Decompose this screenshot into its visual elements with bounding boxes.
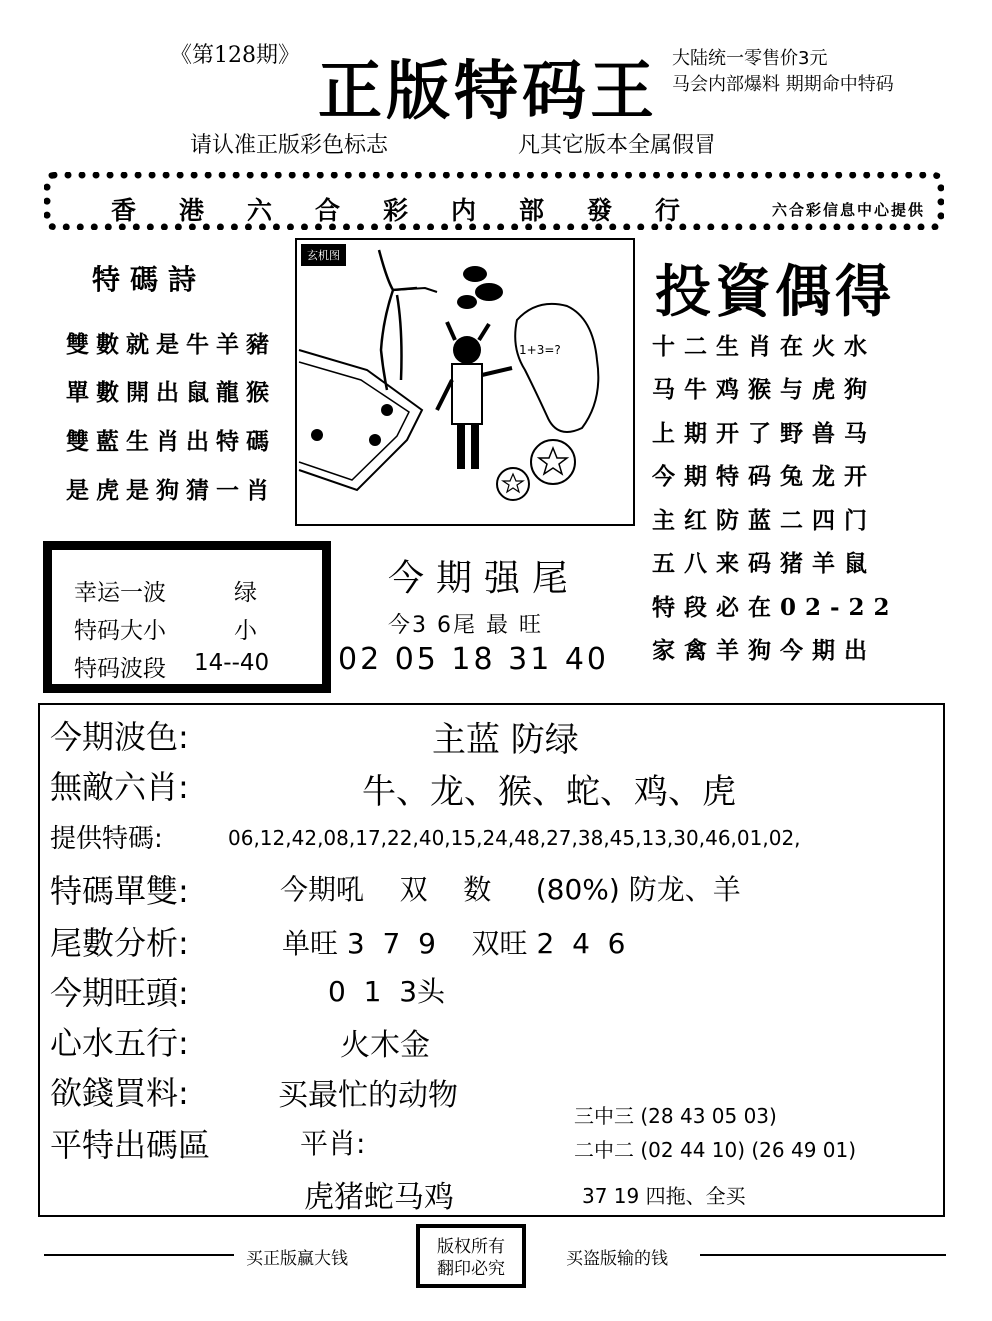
odd-even-label: 特碼單雙:	[50, 872, 189, 910]
invest-title: 投資偶得	[655, 260, 895, 325]
drag-line: 37 19 四拖、全买	[582, 1184, 746, 1208]
invest-line: 十二生肖在火水	[652, 333, 876, 360]
provide-label: 提供特碼:	[50, 824, 163, 854]
lucky-wave-label: 幸运一波	[74, 580, 166, 606]
six-zodiac-label: 無敵六肖:	[50, 768, 189, 806]
size-label: 特码大小	[74, 618, 166, 644]
copyright-line-1: 版权所有	[437, 1237, 505, 1257]
flat-sub-label: 平肖:	[300, 1127, 366, 1160]
poem-line: 雙藍生肖出特碼	[66, 428, 276, 455]
riddle-illustration	[295, 238, 635, 526]
authentic-notice: 请认准正版彩色标志	[190, 133, 389, 158]
footer-left-rule	[44, 1254, 234, 1256]
footer-right-rule	[700, 1254, 946, 1256]
five-elements-label: 心水五行:	[50, 1024, 189, 1062]
tail-analysis-label: 尾數分析:	[50, 924, 189, 962]
copyright-box	[416, 1224, 526, 1288]
invest-line: 主红防蓝二四门	[652, 507, 876, 534]
buy-value: 买最忙的动物	[278, 1078, 458, 1113]
flat-zodiac-value: 虎猪蛇马鸡	[304, 1180, 454, 1215]
riddle-drawing	[297, 240, 633, 524]
banner-source: 六合彩信息中心提供	[771, 201, 925, 219]
two-hit-line: 二中二 (02 44 10) (26 49 01)	[574, 1138, 857, 1162]
invest-line: 五八来码猪羊鼠	[652, 550, 876, 577]
price-line-2: 马会内部爆料 期期命中特码	[672, 74, 894, 95]
poem-line: 雙數就是牛羊豬	[66, 331, 276, 358]
rock-riddle-text: 1+3=?	[519, 343, 561, 357]
buy-label: 欲錢買料:	[50, 1074, 189, 1112]
invest-line: 今期特码兔龙开	[652, 463, 876, 490]
invest-line: 特段必在02-22	[652, 594, 899, 621]
color-value: 主蓝 防绿	[432, 720, 579, 760]
illustration-tag: 玄机图	[301, 244, 346, 266]
footer-left-text: 买正版赢大钱	[246, 1249, 348, 1269]
flat-zone-label: 平特出碼區	[50, 1126, 211, 1164]
invest-line: 马牛鸡猴与虎狗	[652, 376, 876, 403]
poem-title: 特碼詩	[92, 263, 207, 296]
band-label: 特码波段	[74, 656, 166, 682]
poem-line: 單數開出鼠龍猴	[66, 379, 276, 406]
band-value: 14--40	[194, 650, 270, 676]
price-info	[672, 46, 894, 98]
poem-line: 是虎是狗猜一肖	[66, 477, 276, 504]
color-label: 今期波色:	[50, 718, 189, 756]
strong-tail-title: 今期强尾	[388, 558, 581, 599]
strong-tail-subtitle: 今3 6尾 最 旺	[388, 613, 543, 638]
footer-right-text: 买盗版输的钱	[566, 1249, 668, 1269]
six-zodiac-value: 牛、龙、猴、蛇、鸡、虎	[362, 772, 736, 812]
lucky-box	[43, 541, 331, 693]
lucky-wave-value: 绿	[234, 580, 257, 606]
size-row	[74, 612, 257, 645]
price-line-1: 大陆统一零售价3元	[672, 48, 828, 69]
size-value: 小	[234, 618, 257, 644]
head-value: 0 1 3头	[328, 975, 446, 1008]
tail-analysis-value: 单旺 3 7 9 双旺 2 4 6	[282, 927, 626, 960]
copyright-line-2: 翻印必究	[437, 1259, 505, 1279]
invest-line: 上期开了野兽马	[652, 420, 876, 447]
strong-tail-numbers: 02 05 18 31 40	[338, 642, 610, 677]
lucky-wave-row	[74, 574, 257, 607]
fake-notice: 凡其它版本全属假冒	[518, 133, 717, 158]
banner-text: 香港六合彩内部發行	[111, 196, 724, 225]
issuer-banner	[44, 172, 944, 230]
head-label: 今期旺頭:	[50, 974, 189, 1012]
five-elements-value: 火木金	[340, 1028, 430, 1063]
band-row	[74, 650, 270, 683]
page-title: 正版特码王	[318, 55, 658, 129]
issue-number: 《第128期》	[170, 43, 300, 68]
odd-even-value: 今期吼 双 数 (80%) 防龙、羊	[280, 873, 741, 906]
provide-value: 06,12,42,08,17,22,40,15,24,48,27,38,45,13,30,46,01,02,	[228, 826, 801, 850]
invest-line: 家禽羊狗今期出	[652, 637, 876, 664]
three-hit-line: 三中三 (28 43 05 03)	[574, 1104, 777, 1128]
